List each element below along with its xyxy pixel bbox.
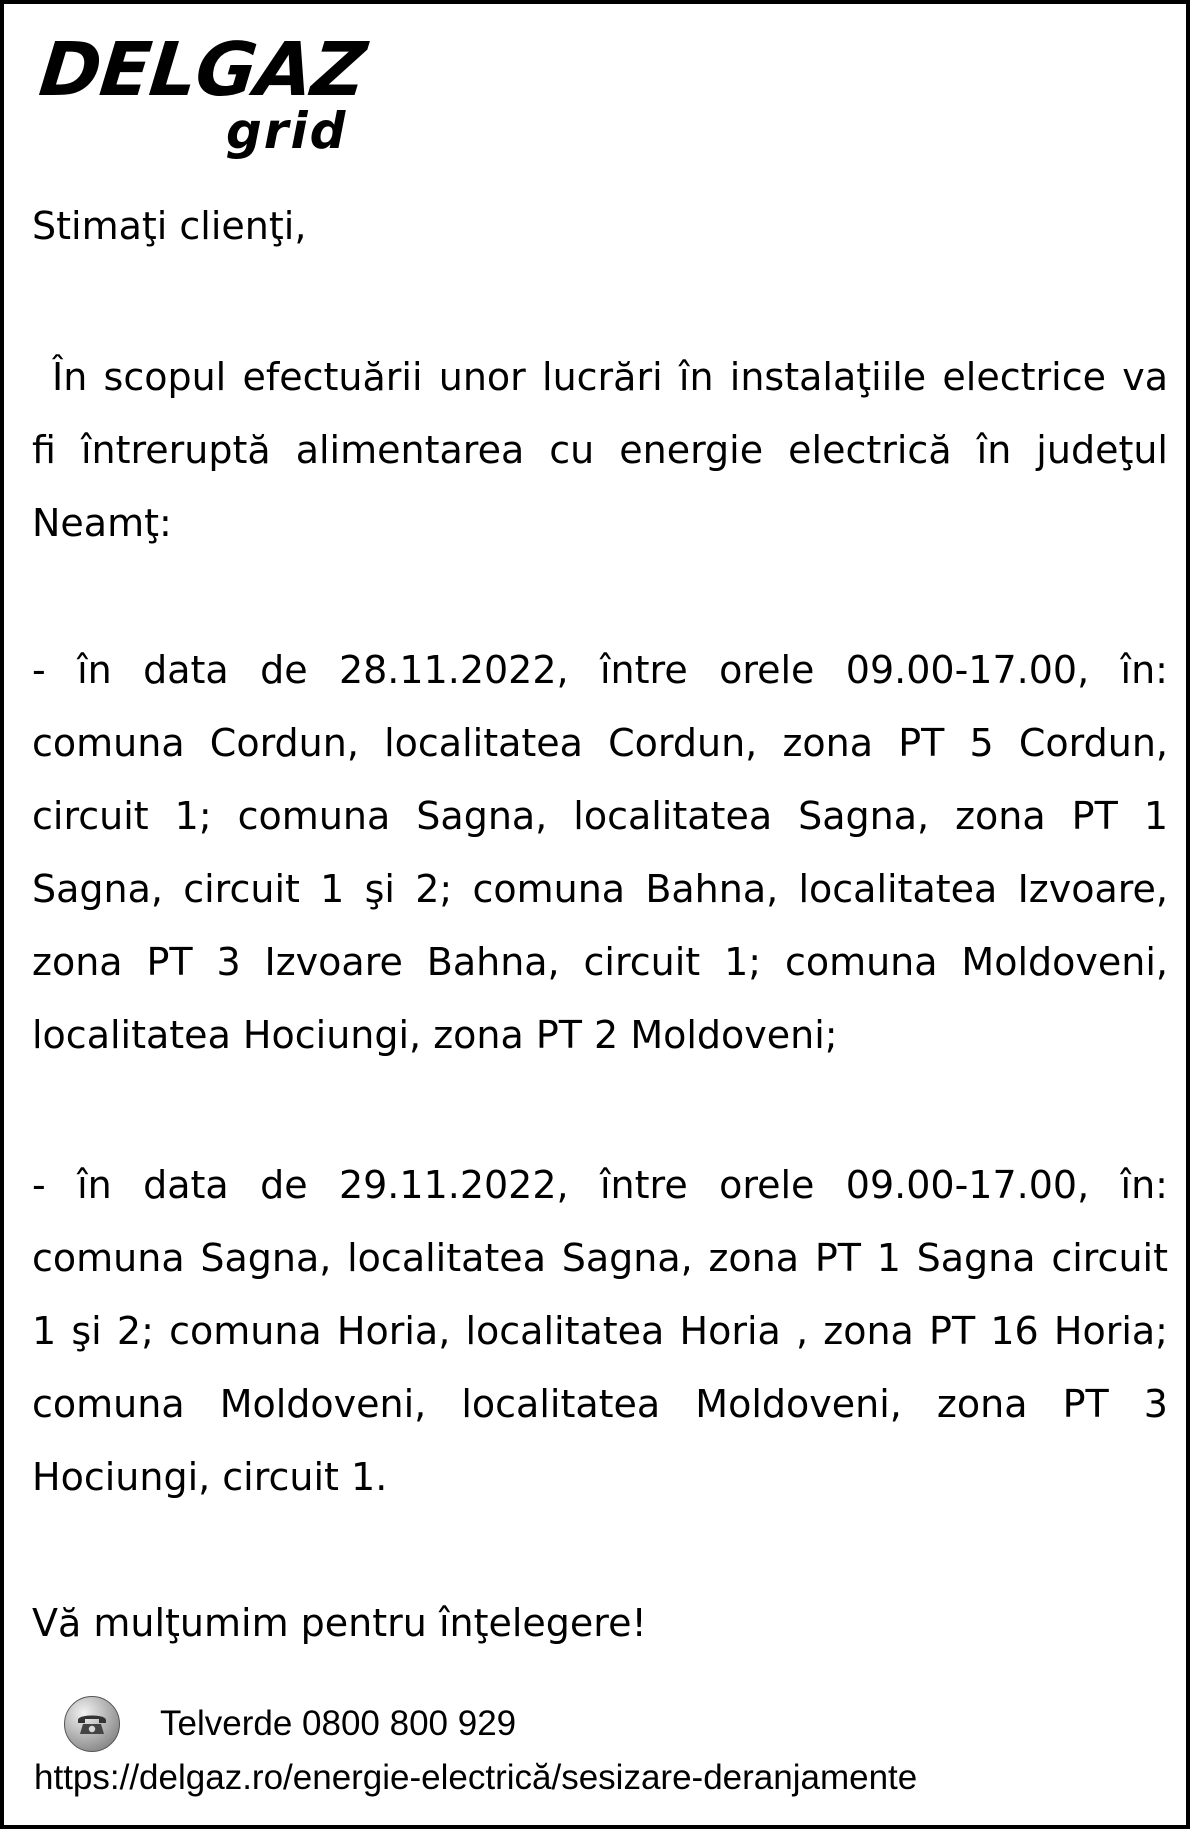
outage-paragraph-2: - în data de 29.11.2022, între orele 09.00-17.00, în: comuna Sagna, localitatea Sagna, zona PT 1 Sagna circuit 1 şi 2; comuna Horia, localitatea Horia , zona PT 16 Horia; comuna Moldoveni, localitatea Moldoveni, zona PT 3 Hociungi, circuit 1. [32,1163,1168,1499]
outage-paragraph-1: - în data de 28.11.2022, între orele 09.00-17.00, în: comuna Cordun, localitatea Cordun, zona PT 5 Cordun, circuit 1; comuna Sagna, localitatea Sagna, zona PT 1 Sagna, circuit 1 şi 2; comuna Bahna, localitatea Izvoare, zona PT 3 Izvoare Bahna, circuit 1; comuna Moldoveni, localitatea Hociungi, zona PT 2 Moldoveni; [32,648,1168,1057]
logo-brand: DELGAZ [35,27,370,113]
intro-paragraph: În scopul efectuării unor lucrări în instalaţiile electrice va fi întreruptă alimentarea cu energie electrică în judeţul Neamţ: [32,355,1168,545]
phone-contact [64,1696,516,1752]
logo-sub: grid [226,102,348,160]
thanks-line: Vă mulţumim pentru înţelegere! [32,1601,647,1645]
delgaz-grid-logo [35,27,370,160]
telephone-icon [64,1696,120,1752]
phone-number: Telverde 0800 800 929 [160,1704,517,1743]
report-url[interactable]: https://delgaz.ro/energie-electrică/sesizare-deranjamente [34,1758,918,1797]
greeting: Stimaţi clienţi, [32,204,307,248]
